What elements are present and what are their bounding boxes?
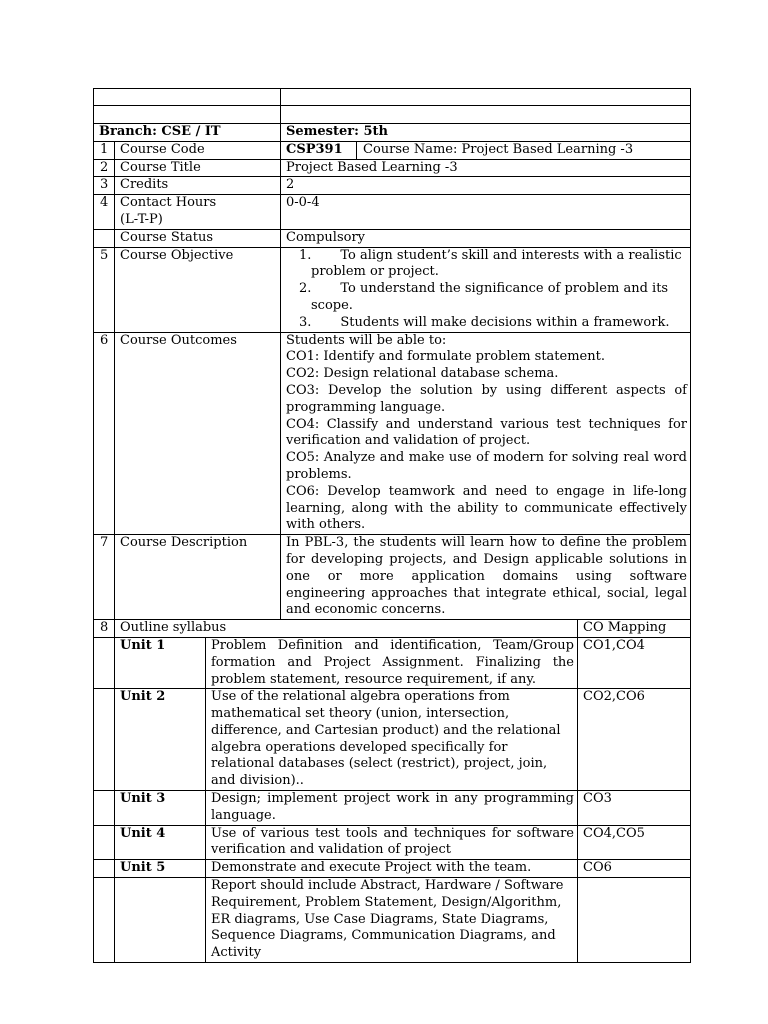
outcome-item: CO1: Identify and formulate problem statement. [286, 349, 605, 365]
unit-text: Design; implement project work in any programming language. [206, 791, 578, 826]
unit-label [115, 878, 206, 963]
contact-hours-row [94, 195, 691, 230]
credits-label: Credits [115, 177, 281, 195]
credits-row [94, 177, 691, 195]
unit-text: Use of various test tools and techniques for software verification and validation of project [206, 825, 578, 860]
unit-label: Unit 2 [115, 689, 206, 791]
objective-item: 3. Students will make decisions within a framework. [299, 314, 670, 330]
course-objective-row [94, 247, 691, 332]
course-name-value: Course Name: Project Based Learning -3 [363, 141, 634, 157]
row-number: 6 [94, 332, 115, 535]
unit-row [94, 791, 691, 826]
course-description-row [94, 535, 691, 620]
outcomes-intro: Students will be able to: [286, 332, 447, 348]
objective-item: 2. To understand the significance of problem and its scope. [299, 281, 669, 313]
unit-row [94, 689, 691, 791]
unit-co [578, 878, 691, 963]
branch-label: Branch: CSE / IT [94, 124, 281, 142]
co-mapping-header: CO Mapping [578, 620, 691, 638]
row-number: 4 [94, 195, 115, 230]
outcome-item: CO4: Classify and understand various test techniques for verification and validation of project. [286, 416, 687, 449]
course-status-value: Compulsory [281, 229, 691, 247]
header-row [94, 124, 691, 142]
row-number: 8 [94, 620, 115, 638]
row-number: 5 [94, 247, 115, 332]
contact-hours-label: Contact Hours (L-T-P) [115, 195, 281, 230]
course-title-row [94, 159, 691, 177]
blank-row-2 [94, 106, 691, 124]
course-description-label: Course Description [115, 535, 281, 620]
row-number: 1 [94, 141, 115, 159]
unit-co: CO6 [578, 860, 691, 878]
unit-co: CO1,CO4 [578, 637, 691, 688]
row-number: 3 [94, 177, 115, 195]
unit-co: CO4,CO5 [578, 825, 691, 860]
outcome-item: CO3: Develop the solution by using different aspects of programming language. [286, 382, 687, 415]
unit-text: Report should include Abstract, Hardware / Software Requirement, Problem Statement, Design/Algorithm, ER diagrams, Use Case Diagrams, State Diagrams, Sequence Diagrams, Communication Diagrams, and Activity [206, 878, 578, 963]
row-number: 2 [94, 159, 115, 177]
unit-text: Use of the relational algebra operations from mathematical set theory (union, intersection, difference, and Cartesian product) and the relational algebra operations developed specifically for relational databases (select (restrict), project, join, and division).. [206, 689, 578, 791]
unit-row [94, 637, 691, 688]
course-status-row [94, 229, 691, 247]
unit-label: Unit 4 [115, 825, 206, 860]
course-outcomes-label: Course Outcomes [115, 332, 281, 535]
unit-co: CO3 [578, 791, 691, 826]
course-code-row [94, 141, 691, 159]
course-title-value: Project Based Learning -3 [281, 159, 691, 177]
course-status-label: Course Status [115, 229, 281, 247]
course-outcomes-list [281, 332, 691, 535]
outcome-item: CO5: Analyze and make use of modern for solving real word problems. [286, 450, 687, 482]
syllabus-page [93, 88, 690, 963]
course-objective-label: Course Objective [115, 247, 281, 332]
course-outcomes-row [94, 332, 691, 535]
unit-co: CO2,CO6 [578, 689, 691, 791]
unit-row [94, 878, 691, 963]
unit-label: Unit 5 [115, 860, 206, 878]
course-objective-list [281, 247, 691, 332]
row-number: 7 [94, 535, 115, 620]
semester-label: Semester: 5th [281, 124, 691, 142]
outcome-item: CO6: Develop teamwork and need to engage in life-long learning, along with the ability to communicate effectively with others. [286, 483, 687, 533]
unit-row [94, 825, 691, 860]
unit-label: Unit 1 [115, 637, 206, 688]
outcome-item: CO2: Design relational database schema. [286, 366, 559, 382]
blank-row-1 [94, 89, 691, 106]
course-title-label: Course Title [115, 159, 281, 177]
contact-hours-value: 0-0-4 [281, 195, 691, 230]
unit-label: Unit 3 [115, 791, 206, 826]
outline-label: Outline syllabus [115, 620, 578, 638]
course-code-value: CSP391 [281, 142, 357, 159]
syllabus-table [93, 88, 691, 963]
unit-row [94, 860, 691, 878]
unit-text: Demonstrate and execute Project with the team. [206, 860, 578, 878]
row-number [94, 229, 115, 247]
unit-text: Problem Definition and identification, Team/Group formation and Project Assignment. Finalizing the problem statement, resource requirement, if any. [206, 637, 578, 688]
objective-item: 1. To align student’s skill and interests with a realistic problem or project. [299, 247, 682, 280]
outline-header-row [94, 620, 691, 638]
course-description-text: In PBL-3, the students will learn how to define the problem for developing projects, and Design applicable solutions in one or more application domains using software engineering approaches that integrate ethical, social, legal and economic concerns. [281, 535, 691, 620]
course-code-label: Course Code [115, 141, 281, 159]
credits-value: 2 [281, 177, 691, 195]
